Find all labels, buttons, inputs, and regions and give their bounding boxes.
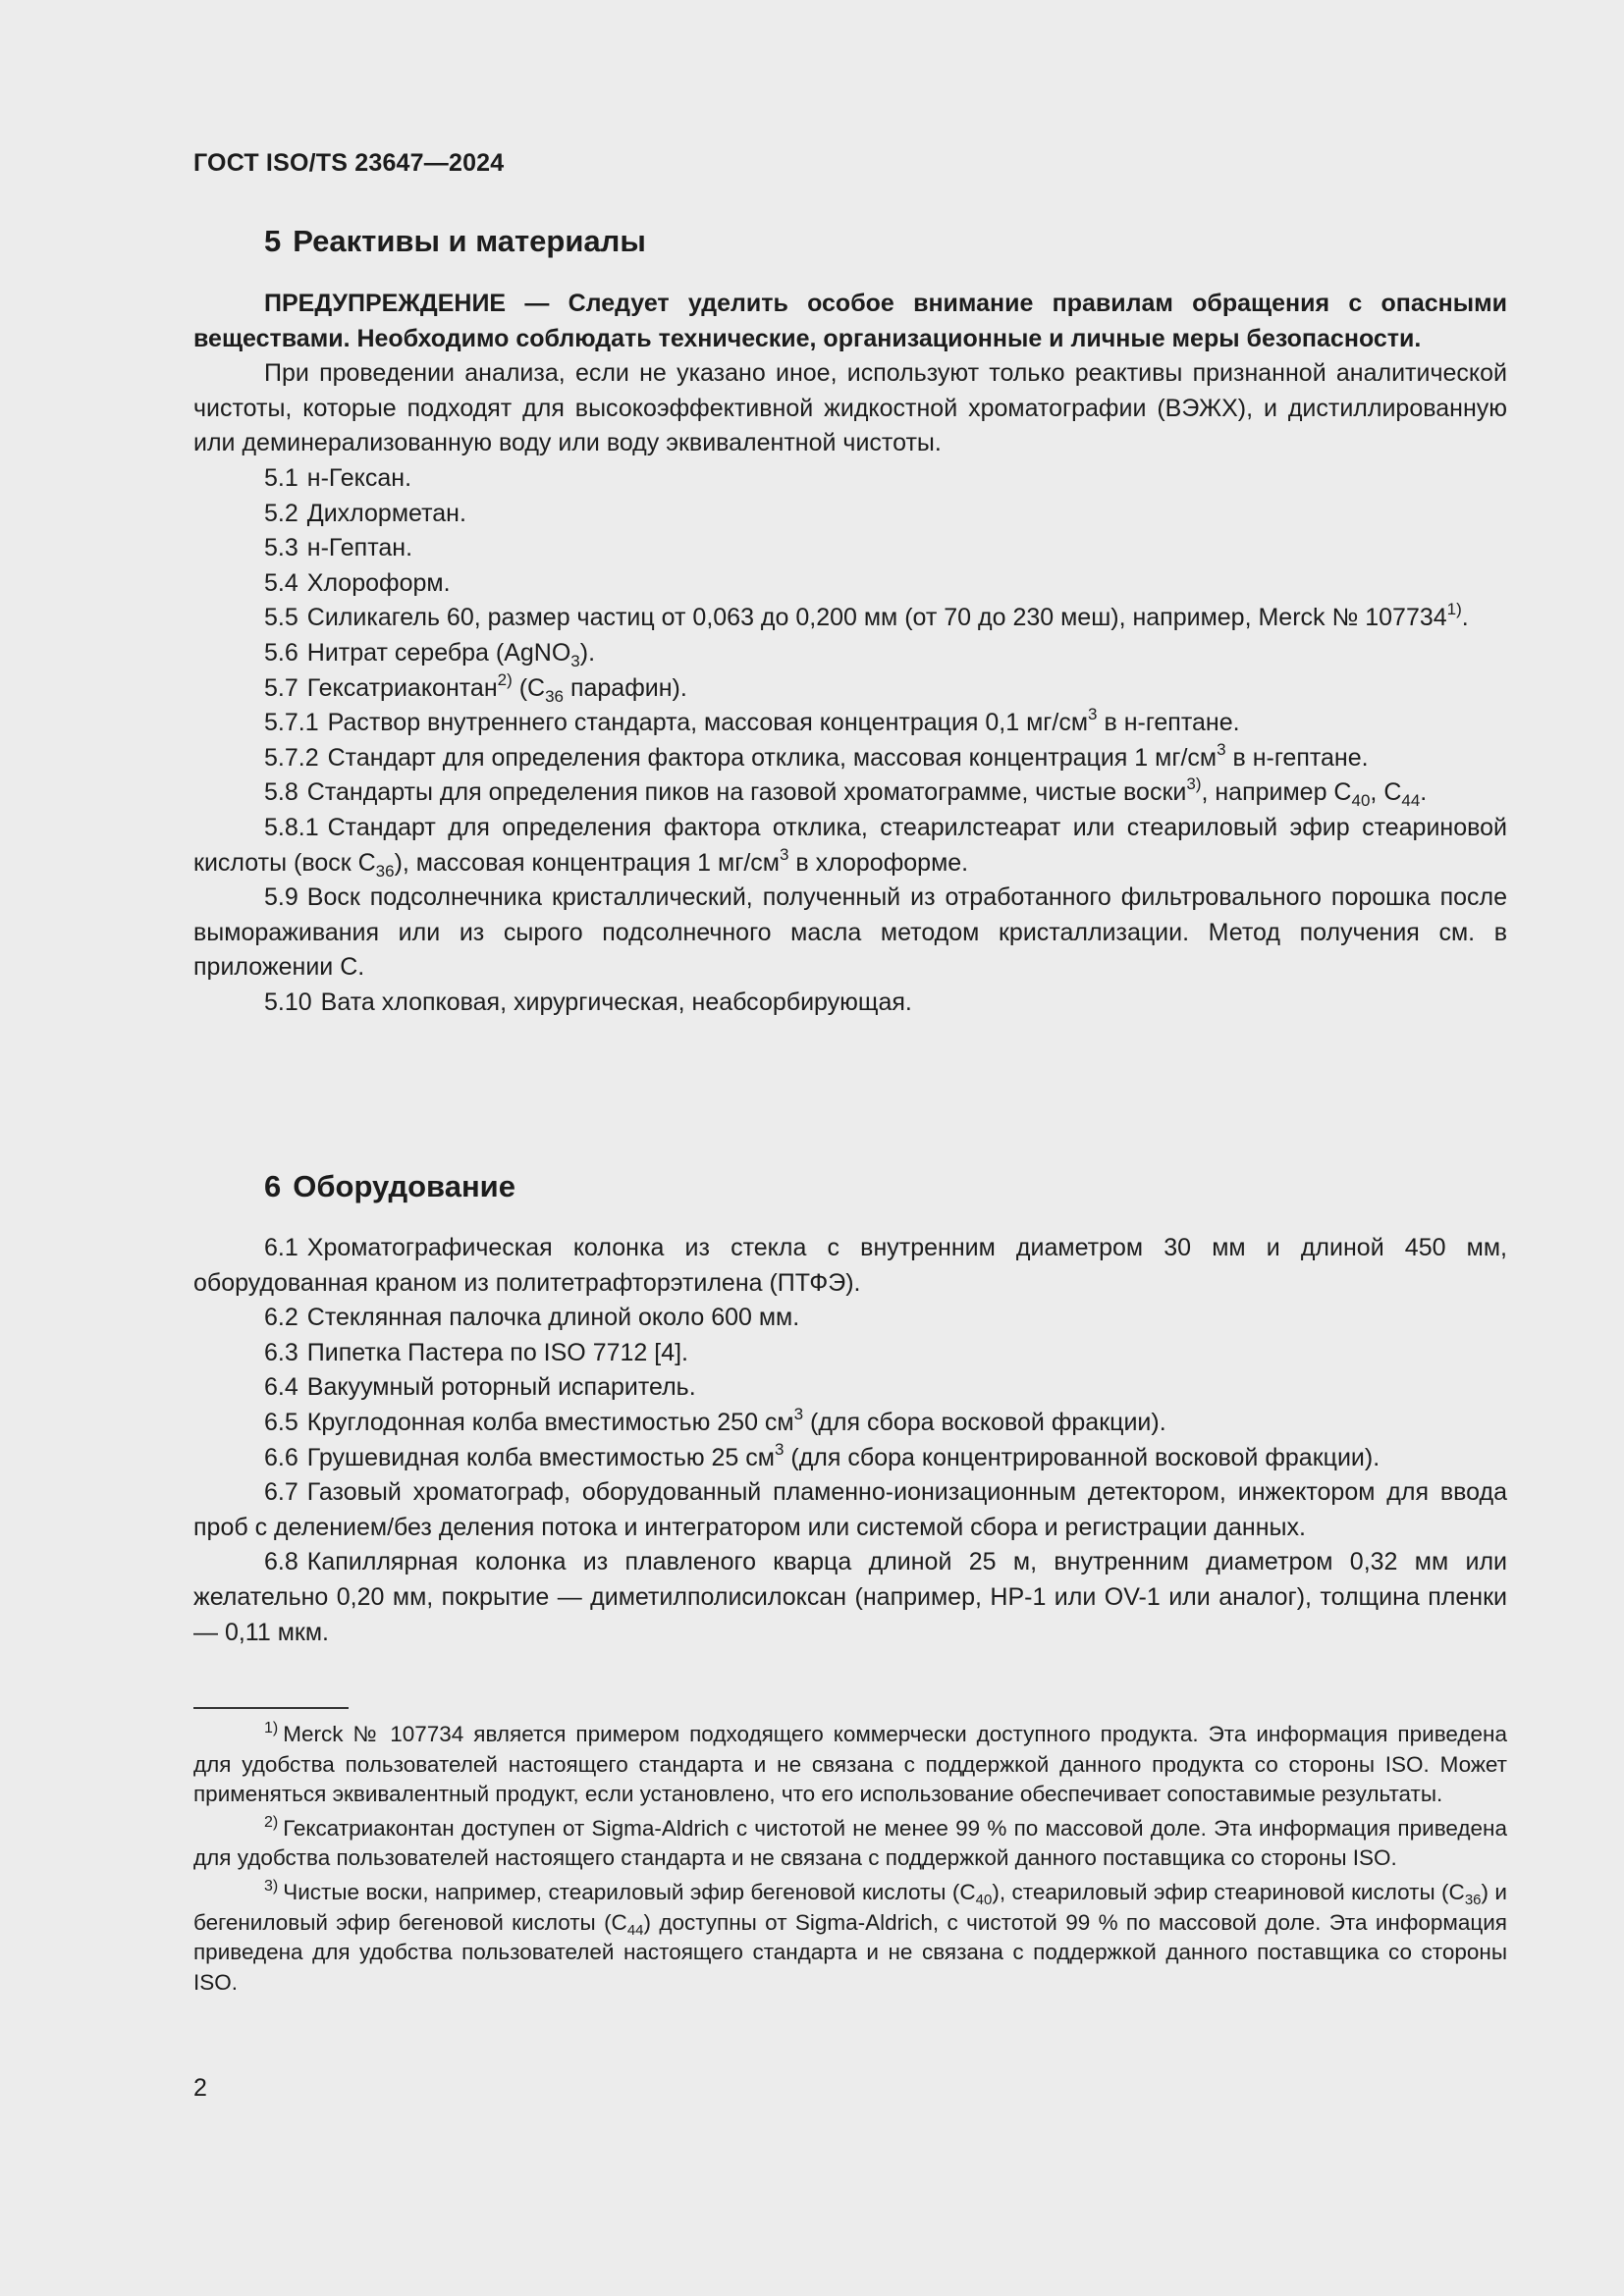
item-5-10: 5.10 Вата хлопковая, хирургическая, неабсорбирующая. xyxy=(264,988,912,1016)
section-6-heading xyxy=(264,1169,515,1204)
section-number: 6 xyxy=(264,1169,282,1203)
item-6-6: 6.6 Грушевидная колба вместимостью 25 $см^3$ (для сбора концентрированной восковой фракции). xyxy=(264,1439,1380,1471)
intro-paragraph: При проведении анализа, если не указано иное, используют только реактивы признанной аналитической чистоты, которые подходят для высокоэффективной жидкостной хроматографии (ВЭЖХ), и дистиллированную или деминерализованную воду или воду эквивалентной чистоты. xyxy=(193,359,1507,457)
item-6-3: 6.3 Пипетка Пастера по ISO 7712 [4]. xyxy=(264,1338,688,1366)
item-5-7: 5.7 Гексатриаконтан$^{2)}$ ($C_{36}$ парафин). xyxy=(264,669,687,706)
item-5-9: 5.9 Воск подсолнечника кристаллический, полученный из отработанного фильтровального порошка после вымораживания или из сырого подсолнечного масла методом кристаллизации. Метод получения см. в приложении C. xyxy=(193,883,1507,982)
item-6-5: 6.5 Круглодонная колба вместимостью 250 $см^3$ (для сбора восковой фракции). xyxy=(264,1404,1166,1436)
section-number: 5 xyxy=(264,224,282,258)
footnote-ref-3[interactable]: 3) xyxy=(1186,774,1202,794)
item-6-8: 6.8 Капиллярная колонка из плавленого кварца длиной 25 м, внутренним диаметром 0,32 мм или желательно 0,20 мм, покрытие — диметилполисилоксан (например, HP-1 или OV-1 или аналог), толщина пленки — 0,11 мкм. xyxy=(193,1548,1507,1646)
item-6-7: 6.7 Газовый хроматограф, оборудованный пламенно-ионизационным детектором, инжектором для ввода проб с делением/без деления потока и интегратором или системой сбора и регистрации данных. xyxy=(193,1478,1507,1541)
footnote-ref-2[interactable]: 2) xyxy=(497,669,513,689)
footnote-2: $^{2)}$ Гексатриаконтан доступен от Sigma-Aldrich с чистотой не менее 99 % по массовой доле. Эта информация приведена для удобства пользователей настоящего стандарта и не связана с поддержкой данного поставщика со стороны ISO. xyxy=(193,1813,1507,1871)
item-6-2: 6.2 Стеклянная палочка длиной около 600 мм. xyxy=(264,1304,800,1332)
item-5-7-2: 5.7.2 Стандарт для определения фактора отклика, массовая концентрация 1 $мг/см^3$ в н-гептане. xyxy=(264,739,1369,772)
item-5-7-1: 5.7.1 Раствор внутреннего стандарта, массовая концентрация 0,1 $мг/см^3$ в н-гептане. xyxy=(264,705,1240,737)
footnote-ref-1[interactable]: 1) xyxy=(1446,600,1462,619)
warning-paragraph: ПРЕДУПРЕЖДЕНИЕ — Следует уделить особое внимание правилам обращения с опасными веществами. Необходимо соблюдать технические, организационные и личные меры безопасности. xyxy=(193,290,1507,352)
footnote-3: $^{3)}$ Чистые воски, например, стеариловый эфир бегеновой кислоты $(C_{40})$, стеариловый эфир стеариновой кислоты $(C_{36})$ и бегениловый эфир бегеновой кислоты $(C_{44})$ доступны от Sigma-Aldrich, с чистотой 99 % по массовой доле. Эта информация приведена для удобства пользователей настоящего стандарта и не связана с поддержкой данного поставщика со стороны ISO. xyxy=(193,1877,1508,1995)
section-5-body xyxy=(193,287,1507,1020)
item-5-6: 5.6 Нитрат серебра (AgNO$_3$). xyxy=(264,638,596,670)
item-5-3: 5.3 н-Гептан. xyxy=(264,534,413,562)
item-5-8: 5.8 Стандарты для определения пиков на газовой хроматограмме, чистые воски$^{3)}$, например $C_{40}$, $C_{44}$. xyxy=(264,774,1428,811)
footnote-1: $^{1)}$ Merck № 107734 является примером подходящего коммерчески доступного продукта. Эта информация приведена для удобства пользователей настоящего стандарта и не связана с поддержкой данного продукта со стороны ISO. Может применяться эквивалентный продукт, если установлено, что его использование обеспечивает сопоставимые результаты. xyxy=(193,1720,1507,1807)
document-code-header: ГОСТ ISO/TS 23647—2024 xyxy=(193,149,505,177)
page-number: 2 xyxy=(193,2074,207,2102)
footnotes xyxy=(193,1720,1507,2002)
item-5-1: 5.1 н-Гексан. xyxy=(264,463,412,492)
section-6-body xyxy=(193,1231,1507,1650)
item-5-5: 5.5 Силикагель 60, размер частиц от 0,063 до 0,200 мм (от 70 до 230 меш), например, Merck № 107734$^{1)}$. xyxy=(264,600,1469,632)
item-6-1: 6.1 Хроматографическая колонка из стекла с внутренним диаметром 30 мм и длиной 450 мм, оборудованная краном из политетрафторэтилена (ПТФЭ). xyxy=(193,1234,1507,1297)
footnote-separator xyxy=(193,1707,349,1709)
item-5-4: 5.4 Хлороформ. xyxy=(264,568,451,597)
item-6-4: 6.4 Вакуумный роторный испаритель. xyxy=(264,1373,696,1402)
section-title: Оборудование xyxy=(293,1169,515,1203)
section-title: Реактивы и материалы xyxy=(293,224,646,258)
item-5-2: 5.2 Дихлорметан. xyxy=(264,499,466,527)
item-5-8-1: 5.8.1 Стандарт для определения фактора отклика, стеарилстеарат или стеариловый эфир стеариновой кислоты (воск $C_{36}$), массовая концентрация 1 $мг/см^3$ в хлороформе. xyxy=(193,813,1507,881)
section-5-heading xyxy=(264,224,646,259)
